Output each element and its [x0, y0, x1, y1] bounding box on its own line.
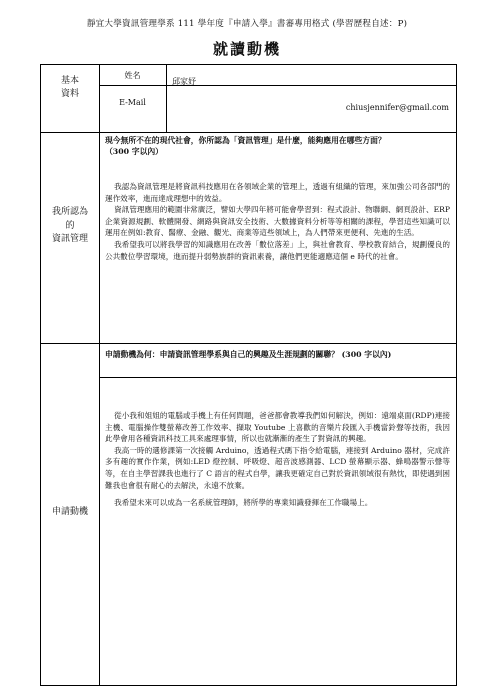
- question-text: 現今無所不在的現代社會，你所認為「資訊管理」是什麼，能夠應用在哪些方面？: [105, 136, 386, 145]
- answer-paragraph: 我希望我可以將我學習的知識應用在改善「數位落差」上，與社會教育、學校教育結合，規劃優良的公共數位學習環境，進而提升弱勢族群的資訊素養，讓他們更能適應這個 e 時代的社會。: [105, 239, 450, 261]
- section1-question: [105, 136, 450, 157]
- basic-label-line: 基本: [60, 76, 79, 86]
- section2-answer: [105, 410, 450, 509]
- word-limit: （300 字以內）: [105, 146, 163, 156]
- answer-paragraph: 我認為資訊管理是將資訊科技應用在各領域企業的管理上，透過有組織的管理，來加強公司各部門的運作效率，進而達成理想中的效益。: [105, 182, 450, 203]
- application-form: [40, 64, 457, 686]
- section2-label: 申請動機: [51, 507, 88, 517]
- answer-paragraph: 我高一時的選修課第一次接觸 Arduino，透過程式碼下指令給電腦，連接到 Arduino 器材，完成許多有趣的實作作業，例如:LED 燈控制、呼吸燈、超音波感測器、LCD 螢幕顯示器、蜂鳴器警示聲等等，在自主學習課我也進行了 C 語言的程式自學，讓我更確定自己對於資訊領域很有熱忱，即使遇到困難我也會很有耐心的去解決，永遠不放棄。: [105, 445, 450, 490]
- email-value: chiusjennifer@gmail.com: [345, 103, 449, 112]
- basic-info-label: [41, 75, 99, 100]
- name-label: 姓名: [124, 71, 141, 80]
- basic-label-line: 資料: [60, 88, 79, 99]
- grid-line: [41, 343, 456, 344]
- grid-line: [41, 132, 456, 133]
- section1-label-line: 我所認為: [51, 207, 88, 217]
- section2-question: 申請動機為何：申請資訊管理學系與自己的興趣及生涯規劃的關聯？ (300 字以內): [105, 350, 392, 359]
- section1-label: [41, 206, 99, 247]
- section1-label-line: 資訊管理: [51, 234, 88, 244]
- grid-line: [99, 377, 456, 378]
- answer-paragraph: 我希望未來可以成為一名系統管理師，將所學的專業知識發揮在工作職場上。: [114, 498, 373, 508]
- page-title: 就讀動機: [212, 40, 281, 58]
- answer-paragraph: 資訊管理應用的範圍非常廣泛，譬如大學四年將可能會學習到：程式設計、物聯網、網頁設計、ERP 企業資源規劃、軟體開發、網路與資訊安全技術、大數據資料分析等等相關的課程，學習這些知識可以運用在例如:教育、醫療、金融、觀光、商業等這些領域上，為人們帶來更便利、先進的生活。: [105, 205, 450, 238]
- answer-paragraph: 從小我和姐姐的電腦或手機上有任何問題，爸爸都會教導我們如何解決，例如：遠端桌面(RDP)連接主機、電腦操作雙螢幕改善工作效率、擷取 Youtube 上喜歡的音樂片段匯入手機當鈴聲等技術，我因此學會用各種資訊科技工具來處理事情，所以也就漸漸的產生了對資訊的興趣。: [105, 411, 450, 444]
- section1-label-line: 的: [65, 220, 75, 231]
- email-label: E-Mail: [119, 98, 146, 107]
- grid-line: [99, 65, 100, 685]
- name-value: 邱家妤: [172, 77, 196, 86]
- grid-line: [166, 65, 167, 132]
- section1-answer: [105, 181, 450, 262]
- page-header: 靜宜大學資訊管理學系 111 學年度『申請入學』書審專用格式 (學習歷程自述：P): [86, 19, 408, 29]
